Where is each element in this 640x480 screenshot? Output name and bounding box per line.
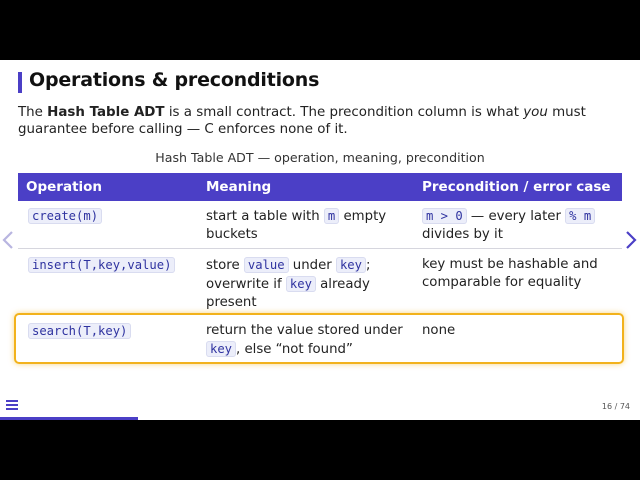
meaning-text: return the value stored under xyxy=(206,323,403,338)
pre-text: — every later xyxy=(466,209,566,224)
meaning-text: , else “not found” xyxy=(236,342,353,357)
op-cell xyxy=(28,322,131,341)
meaning-text: ; overwrite if xyxy=(206,258,371,292)
intro-text: The xyxy=(18,105,48,120)
meaning-code: key xyxy=(336,257,366,273)
header-precondition: Precondition / error case xyxy=(422,179,611,195)
row-divider xyxy=(18,248,622,249)
meaning-code: m xyxy=(324,208,339,224)
table-caption: Hash Table ADT — operation, meaning, precondition xyxy=(155,150,485,165)
pre-text: none xyxy=(422,323,456,338)
intro-text: is a small contract. The precondition column is what xyxy=(164,105,524,120)
meaning-cell xyxy=(206,322,406,359)
meaning-cell xyxy=(206,256,402,312)
next-slide-button[interactable] xyxy=(625,230,637,256)
op-code: insert(T,key,value) xyxy=(28,257,175,273)
meaning-code: key xyxy=(206,341,236,357)
table-header xyxy=(18,173,622,201)
meaning-text: already present xyxy=(206,277,370,310)
pre-text: divides by it xyxy=(422,227,503,242)
page-number: 16 / 74 xyxy=(601,402,630,411)
intro-text: must guarantee before calling — C enforces none of it. xyxy=(18,105,586,137)
op-code: create(m) xyxy=(28,208,102,224)
meaning-code: key xyxy=(286,276,316,292)
meaning-cell xyxy=(206,207,396,244)
hamburger-menu-icon[interactable] xyxy=(6,400,18,412)
chevron-right-icon xyxy=(625,230,637,250)
slide-title: Operations & preconditions xyxy=(29,69,320,91)
meaning-text: under xyxy=(288,258,336,273)
intro-bold: Hash Table ADT xyxy=(47,105,165,120)
header-meaning: Meaning xyxy=(206,179,272,195)
meaning-text: empty buckets xyxy=(206,209,387,242)
op-cell xyxy=(28,256,175,275)
pre-code: m > 0 xyxy=(422,208,467,224)
pre-cell xyxy=(422,207,612,244)
intro-paragraph xyxy=(18,104,618,138)
progress-bar xyxy=(0,417,138,420)
header-operation: Operation xyxy=(26,179,103,195)
meaning-code: value xyxy=(244,257,289,273)
intro-italic: you xyxy=(523,105,548,120)
slide xyxy=(0,60,640,420)
prev-slide-button[interactable] xyxy=(2,230,14,256)
op-cell xyxy=(28,207,102,226)
pre-text: key must be hashable and comparable for equality xyxy=(422,257,598,290)
title-accent-bar xyxy=(18,72,22,93)
chevron-left-icon xyxy=(2,230,14,250)
meaning-text: start a table with xyxy=(206,209,324,224)
pre-cell xyxy=(422,322,612,340)
meaning-text: store xyxy=(206,258,244,273)
op-code: search(T,key) xyxy=(28,323,131,339)
pre-cell xyxy=(422,256,612,292)
pre-code: % m xyxy=(565,208,595,224)
